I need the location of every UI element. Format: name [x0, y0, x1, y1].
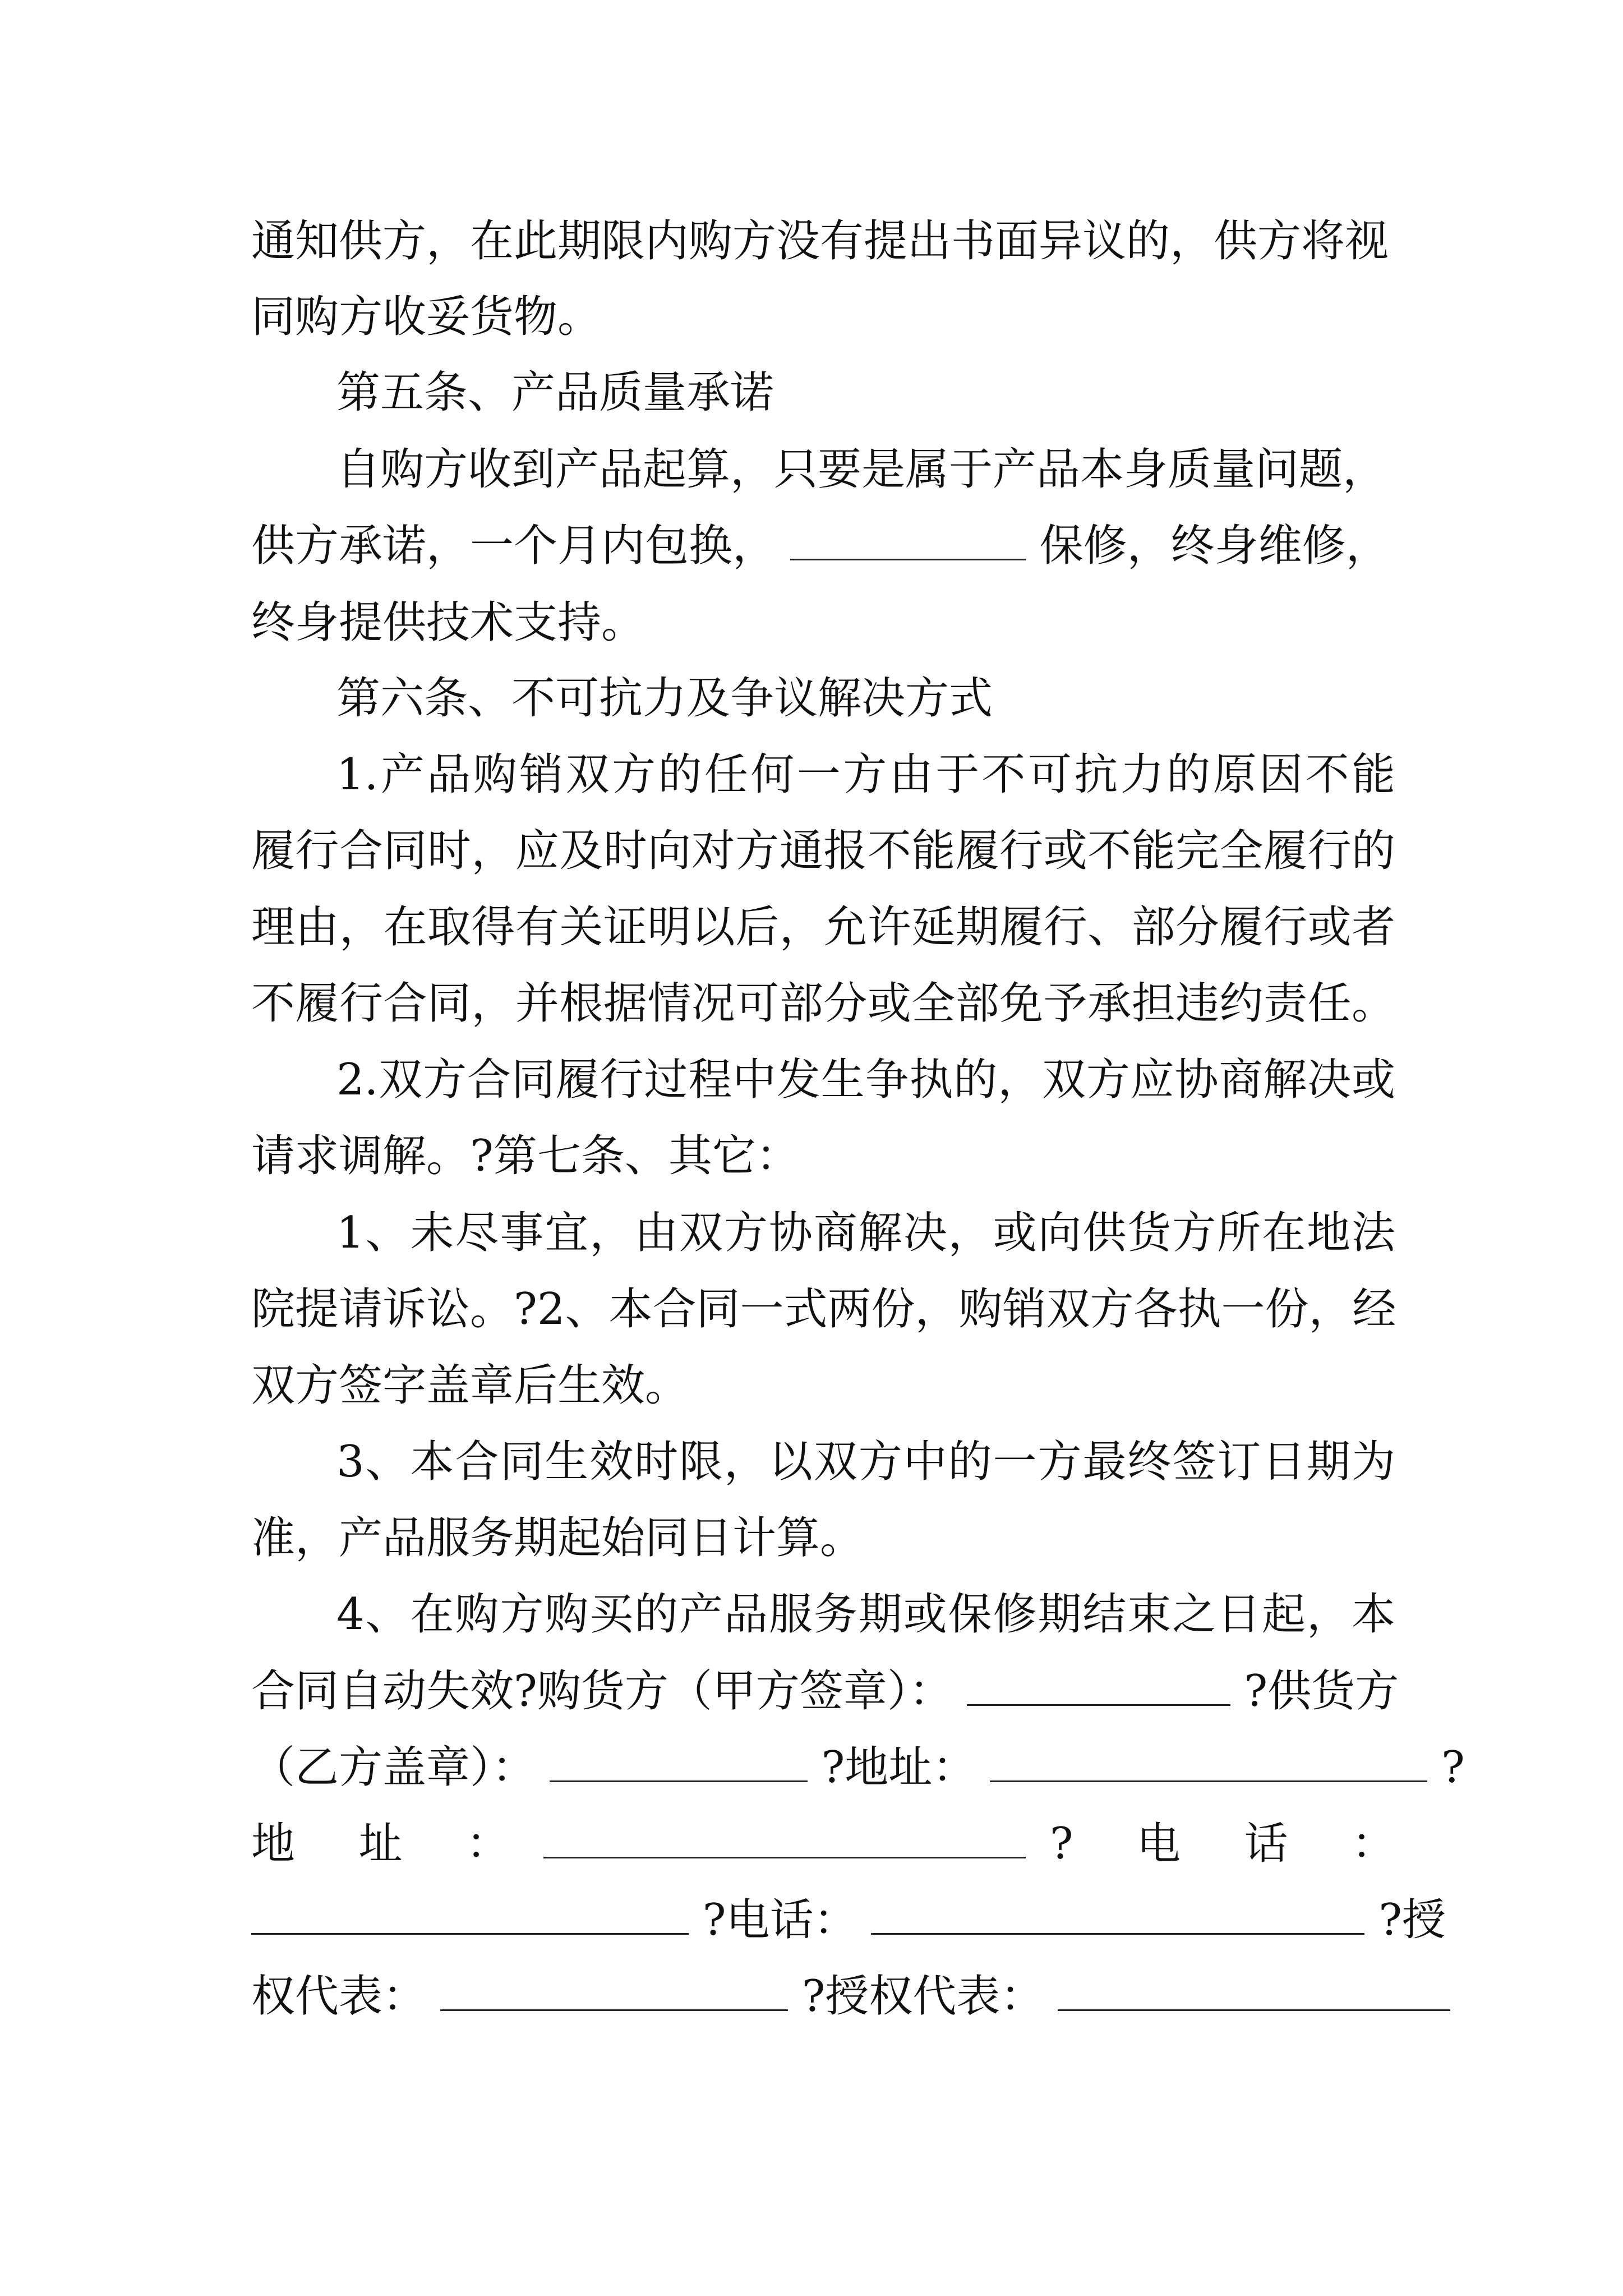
- text-line: [251, 1125, 1395, 1187]
- line-text: 理由，在取得有关证明以后，允许延期履行、部分履行或者: [251, 902, 1395, 953]
- line-text: （乙方盖章）：: [251, 1742, 536, 1793]
- text-line: [336, 439, 1395, 500]
- blank-field: [790, 519, 1026, 560]
- supplier-seal-blank: [550, 1741, 808, 1782]
- section-heading: [336, 668, 1395, 729]
- line-text: 保修，终身维修，: [1039, 521, 1390, 571]
- text-line: [336, 1202, 1395, 1264]
- signature-line: [251, 1966, 1395, 2027]
- line-text: 准，产品服务期起始同日计算。: [251, 1513, 864, 1563]
- line-text: 院提请诉讼。?2、本合同一式两份，购销双方各执一份，经: [251, 1284, 1396, 1335]
- line-text: ?地址：: [821, 1742, 976, 1793]
- line-text: ?授: [1378, 1895, 1446, 1945]
- line-text: ?: [1441, 1742, 1465, 1793]
- supplier-representative-blank: [1058, 1970, 1450, 2011]
- line-text: 权代表：: [251, 1971, 427, 2022]
- buyer-address-blank: [990, 1741, 1427, 1782]
- text-line: [336, 1049, 1395, 1111]
- line-text: 地 址 ：: [251, 1819, 520, 1869]
- text-line: [336, 744, 1395, 806]
- line-text: 履行合同时，应及时向对方通报不能履行或不能完全履行的: [251, 826, 1395, 876]
- line-text: 合同自动失效?购货方（甲方签章）：: [251, 1666, 953, 1717]
- line-text: 供方承诺，一个月内包换，: [251, 521, 777, 571]
- text-line: [336, 1431, 1395, 1493]
- line-text: 4、在购方购买的产品服务期或保修期结束之日起，本: [336, 1589, 1395, 1640]
- line-text: 2.双方合同履行过程中发生争执的，双方应协商解决或: [336, 1055, 1395, 1105]
- supplier-address-blank: [543, 1818, 1026, 1858]
- line-text: 1.产品购销双方的任何一方由于不可抗力的原因不能: [336, 749, 1395, 800]
- heading-text: 第六条、不可抗力及争议解决方式: [336, 673, 993, 724]
- line-text: 不履行合同，并根据情况可部分或全部免予承担违约责任。: [251, 978, 1395, 1029]
- line-text: 3、本合同生效时限，以双方中的一方最终签订日期为: [336, 1437, 1395, 1487]
- text-line: [251, 210, 1395, 272]
- line-text: 双方签字盖章后生效。: [251, 1360, 689, 1411]
- text-line: [251, 515, 1395, 577]
- line-text: 1、未尽事宜，由双方协商解决，或向供货方所在地法: [336, 1208, 1395, 1258]
- section-heading: [336, 362, 1395, 424]
- buyer-signature-blank: [967, 1665, 1230, 1706]
- line-text: 请求调解。?第七条、其它：: [251, 1131, 800, 1181]
- line-text: ?授权代表：: [801, 1971, 1044, 2022]
- text-line: [336, 1584, 1395, 1645]
- line-text: 通知供方，在此期限内购方没有提出书面异议的，供方将视: [251, 216, 1389, 266]
- line-text: ?电话：: [702, 1895, 857, 1945]
- line-text: 终身提供技术支持。: [251, 597, 645, 648]
- text-line: [251, 286, 1395, 348]
- signature-line: [251, 1813, 1395, 1875]
- supplier-phone-blank: [871, 1894, 1364, 1935]
- text-line: [251, 592, 1395, 654]
- text-line: [251, 1278, 1395, 1340]
- text-line: [251, 1507, 1395, 1569]
- signature-line: [251, 1737, 1465, 1798]
- signature-line: [251, 1660, 1399, 1722]
- signature-line: [251, 1889, 1446, 1951]
- text-line: [251, 896, 1395, 958]
- buyer-representative-blank: [440, 1970, 788, 2011]
- text-line: [251, 1355, 1395, 1416]
- heading-text: 第五条、产品质量承诺: [336, 367, 774, 418]
- line-text: ? 电 话 ：: [1049, 1819, 1395, 1869]
- line-text: ?供货方: [1244, 1666, 1399, 1717]
- line-text: 同购方收妥货物。: [251, 292, 602, 342]
- text-line: [251, 973, 1395, 1034]
- text-line: [251, 820, 1395, 882]
- line-text: 自购方收到产品起算，只要是属于产品本身质量问题，: [336, 444, 1387, 495]
- buyer-phone-blank: [251, 1894, 689, 1935]
